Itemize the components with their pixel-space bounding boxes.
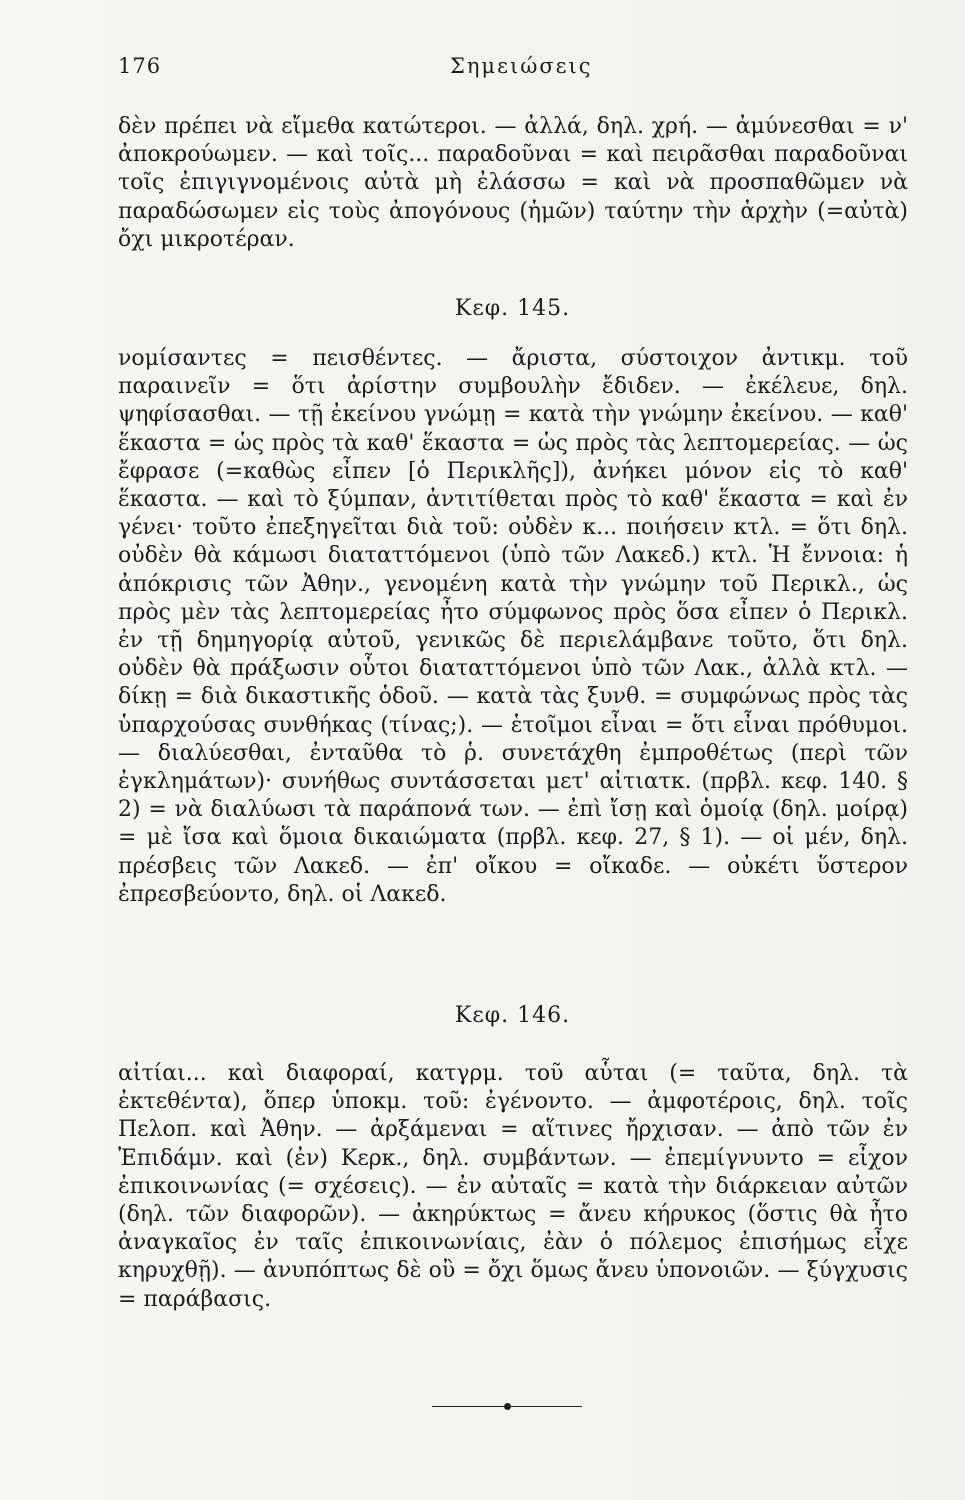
note-block-continuation bbox=[118, 113, 908, 254]
note-paragraph: νομίσαντες = πεισθέντες. — ἄριστα, σύστοιχον ἀντικμ. τοῦ παραινεῖν = ὅτι ἀρίστην συμβουλὴν ἔδιδεν. — ἐκέλευε, δηλ. ψηφίσασθαι. — τῇ ἐκείνου γνώμῃ = κατὰ τὴν γνώμην ἐκείνου. — καθ' ἕκαστα = ὡς πρὸς τὰ καθ' ἕκαστα = ὡς πρὸς τὰς λεπτομερείας. — ὡς ἔφρασε (=καθὼς εἶπεν [ὁ Περικλῆς]), ἀνήκει μόνον εἰς τὸ καθ' ἕκαστα. — καὶ τὸ ξύμπαν, ἀντιτίθεται πρὸς τὸ καθ' ἕκαστα = καὶ ἐν γένει· τοῦτο ἐπεξηγεῖται διὰ τοῦ: οὐδὲν κ... ποιήσειν κτλ. = ὅτι δηλ. οὐδὲν θὰ κάμωσι διαταττόμενοι (ὑπὸ τῶν Λακεδ.) κτλ. Ἡ ἔννοια: ἡ ἀπόκρισις τῶν Ἀθην., γενομένη κατὰ τὴν γνώμην τοῦ Περικλ., ὡς πρὸς μὲν τὰς λεπτομερείας ἦτο σύμφωνος πρὸς ὅσα εἶπεν ὁ Περικλ. ἐν τῇ δημηγορίᾳ αὐτοῦ, γενικῶς δὲ περιελάμβανε τοῦτο, ὅτι δηλ. οὐδὲν θὰ πράξωσιν οὗτοι διαταττόμενοι ὑπὸ τῶν Λακ., ἀλλὰ κτλ. — δίκῃ = διὰ δικαστικῆς ὁδοῦ. — κατὰ τὰς ξυνθ. = συμφώνως πρὸς τὰς ὑπαρχούσας συνθήκας (τίνας;). — ἑτοῖμοι εἶναι = ὅτι εἶναι πρόθυμοι. — διαλύεσθαι, ἐνταῦθα τὸ ῥ. συνετάχθη ἐμπροθέτως (περὶ τῶν ἐγκλημάτων)· συνήθως συντάσσεται μετ' αἰτιατκ. (πρβλ. κεφ. 140. § 2) = νὰ διαλύωσι τὰ παράπονά των. — ἐπὶ ἴσῃ καὶ ὁμοίᾳ (δηλ. μοίρᾳ) = μὲ ἴσα καὶ ὅμοια δικαιώματα (πρβλ. κεφ. 27, § 1). — οἱ μέν, δηλ. πρέσβεις τῶν Λακεδ. — ἐπ' οἴκου = οἴκαδε. — οὐκέτι ὕστερον ἐπρεσβεύοντο, δηλ. οἱ Λακεδ. bbox=[118, 346, 908, 907]
note-paragraph: αἰτίαι... καὶ διαφοραί, κατγρμ. τοῦ αὗται (= ταῦτα, δηλ. τὰ ἐκτεθέντα), ὅπερ ὑποκμ. τοῦ: ἐγένοντο. — ἀμφοτέροις, δηλ. τοῖς Πελοπ. καὶ Ἀθην. — ἀρξάμεναι = αἵτινες ἤρχισαν. — ἀπὸ τῶν ἐν Ἐπιδάμν. καὶ (ἐν) Κερκ., δηλ. συμβάντων. — ἐπεμίγνυντο = εἶχον ἐπικοινωνίας (= σχέσεις). — ἐν αὐταῖς = κατὰ τὴν διάρκειαν αὐτῶν (δηλ. τῶν διαφορῶν). — ἀκηρύκτως = ἄνευ κήρυκος (ὅστις θὰ ἦτο ἀναγκαῖος ἐν ταῖς ἐπικοινωνίαις, ἐὰν ὁ πόλεμος ἐπισήμως εἶχε κηρυχθῇ). — ἀνυπόπτως δὲ οὒ = ὄχι ὅμως ἄνευ ὑπονοιῶν. — ξύγχυσις = παράβασις. bbox=[118, 1061, 908, 1312]
chapter-heading-146: Κεφ. 146. bbox=[454, 1003, 571, 1028]
note-block-146 bbox=[118, 1060, 908, 1314]
ornament-dot bbox=[504, 1403, 511, 1410]
note-block-145 bbox=[118, 345, 908, 909]
running-title: Σημειώσεις bbox=[450, 54, 593, 78]
note-paragraph: δὲν πρέπει νὰ εἴμεθα κατώτεροι. — ἀλλά, δηλ. χρή. — ἀμύνεσθαι = ν' ἀποκρούωμεν. — καὶ τοῖς... παραδοῦναι = καὶ πειρᾶσθαι παραδοῦναι τοῖς ἐπιγιγνομένοις αὐτὰ μὴ ἐλάσσω = καὶ νὰ προσπαθῶμεν νὰ παραδώσωμεν εἰς τοὺς ἀπογόνους (ἡμῶν) ταύτην τὴν ἀρχὴν (=αὐτὰ) ὄχι μικροτέραν. bbox=[118, 114, 908, 252]
end-ornament bbox=[432, 1401, 582, 1413]
chapter-heading-145: Κεφ. 145. bbox=[454, 296, 571, 321]
page-number: 176 bbox=[118, 54, 162, 78]
running-head bbox=[118, 44, 898, 84]
